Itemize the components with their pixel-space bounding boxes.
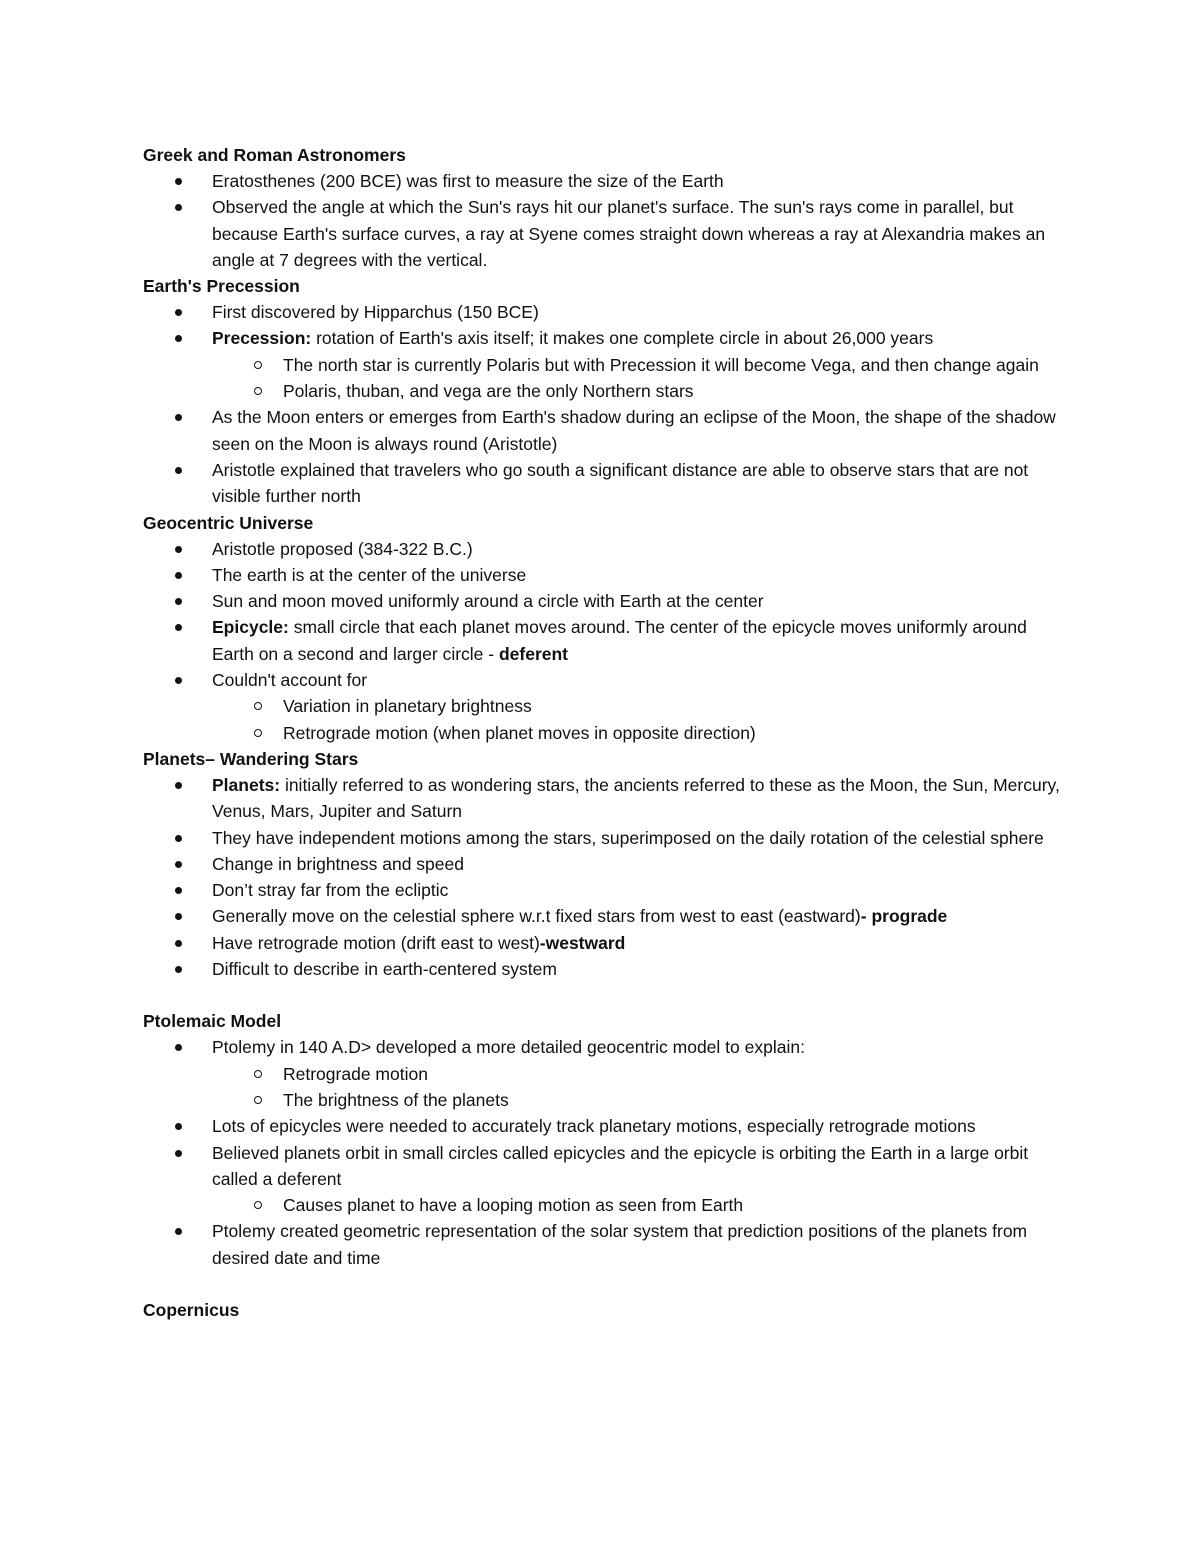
bullet-list-precession — [143, 299, 1063, 509]
bullet-icon — [175, 624, 182, 631]
bullet-icon — [175, 1228, 182, 1235]
blank-line — [143, 1271, 1063, 1297]
sub-list-item — [212, 1087, 1063, 1113]
list-item-text: Sun and moon moved uniformly around a circle with Earth at the center — [212, 591, 764, 612]
list-item — [143, 1140, 1063, 1219]
list-item-text: Observed the angle at which the Sun's rays hit our planet's surface. The sun's rays come in parallel, but because Earth's surface curves, a ray at Syene comes straight down whereas a ray at Alexandria makes an angle at 7 degrees with the vertical. — [212, 197, 1046, 270]
bullet-icon — [175, 861, 182, 868]
list-item-text: Ptolemy in 140 A.D> developed a more detailed geocentric model to explain: — [212, 1037, 805, 1058]
list-item-text: Couldn't account for — [212, 670, 368, 691]
document-page — [143, 142, 1063, 1323]
section-heading-planets: Planets– Wandering Stars — [143, 748, 359, 769]
bullet-icon — [175, 677, 182, 684]
sub-list-item — [212, 1192, 1063, 1218]
sub-list-item-text: Polaris, thuban, and vega are the only Northern stars — [283, 381, 694, 402]
bullet-icon — [175, 467, 182, 474]
bullet-icon — [175, 782, 182, 789]
list-item — [143, 457, 1063, 510]
hollow-bullet-icon — [254, 729, 262, 737]
sub-list-item-text: The north star is currently Polaris but with Precession it will become Vega, and then change again — [283, 354, 1039, 375]
list-item — [143, 588, 1063, 614]
term-label: Epicycle: — [212, 617, 289, 638]
bullet-icon — [175, 414, 182, 421]
bullet-icon — [175, 966, 182, 973]
list-item-text: Believed planets orbit in small circles called epicycles and the epicycle is orbiting the Earth in a large orbit called a deferent — [212, 1142, 1029, 1189]
bullet-icon — [175, 1123, 182, 1130]
term-label: Planets: — [212, 774, 281, 795]
list-item — [143, 1218, 1063, 1271]
list-item — [143, 825, 1063, 851]
list-item — [143, 903, 1063, 929]
bullet-icon — [175, 940, 182, 947]
bullet-icon — [175, 598, 182, 605]
list-item-text: They have independent motions among the stars, superimposed on the daily rotation of the celestial sphere — [212, 827, 1044, 848]
list-item-text: Have retrograde motion (drift east to west) — [212, 932, 540, 953]
hollow-bullet-icon — [254, 1096, 262, 1104]
section-heading-precession: Earth's Precession — [143, 276, 300, 297]
bullet-icon — [175, 178, 182, 185]
list-item — [143, 1034, 1063, 1113]
sub-list-item — [212, 378, 1063, 404]
hollow-bullet-icon — [254, 387, 262, 395]
bullet-icon — [175, 335, 182, 342]
sub-list — [212, 693, 1063, 746]
list-item — [143, 562, 1063, 588]
bullet-icon — [175, 1150, 182, 1157]
list-item — [143, 614, 1063, 667]
section-heading-greek-roman: Greek and Roman Astronomers — [143, 145, 406, 165]
hollow-bullet-icon — [254, 1070, 262, 1078]
list-item — [143, 956, 1063, 982]
list-item-text: Don’t stray far from the ecliptic — [212, 880, 449, 901]
sub-list-item — [212, 693, 1063, 719]
blank-line — [143, 982, 1063, 1008]
list-item — [143, 299, 1063, 325]
list-item-text: small circle that each planet moves around. The center of the epicycle moves uniformly around Earth on a second and larger circle - — [212, 617, 1027, 664]
list-item — [143, 772, 1063, 825]
list-item — [143, 667, 1063, 746]
list-item — [143, 168, 1063, 194]
term-emphasis: - prograde — [860, 906, 948, 927]
term-emphasis: deferent — [498, 643, 569, 664]
list-item-text: First discovered by Hipparchus (150 BCE) — [212, 302, 539, 323]
sub-list-item — [212, 352, 1063, 378]
bullet-list-geocentric — [143, 536, 1063, 746]
list-item-text: Ptolemy created geometric representation of the solar system that prediction positions of the planets from desired date and time — [212, 1221, 1028, 1268]
sub-list-item-text: Variation in planetary brightness — [283, 696, 532, 717]
term-emphasis: -westward — [539, 932, 626, 953]
list-item-text: As the Moon enters or emerges from Earth's shadow during an eclipse of the Moon, the shape of the shadow seen on the Moon is always round (Aristotle) — [212, 407, 1056, 454]
bullet-icon — [175, 546, 182, 553]
sub-list-item-text: Retrograde motion — [283, 1063, 428, 1084]
sub-list-item — [212, 720, 1063, 746]
bullet-icon — [175, 887, 182, 894]
sub-list-item-text: The brightness of the planets — [283, 1089, 509, 1110]
list-item-text: Difficult to describe in earth-centered system — [212, 959, 557, 980]
section-heading-geocentric: Geocentric Universe — [143, 512, 314, 533]
list-item — [143, 1113, 1063, 1139]
list-item — [143, 194, 1063, 273]
hollow-bullet-icon — [254, 361, 262, 369]
list-item — [143, 536, 1063, 562]
bullet-icon — [175, 913, 182, 920]
list-item — [143, 930, 1063, 956]
sub-list-item — [212, 1061, 1063, 1087]
bullet-icon — [175, 309, 182, 316]
section-heading-copernicus: Copernicus — [143, 1299, 240, 1320]
sub-list — [212, 1192, 1063, 1218]
sub-list-item-text: Retrograde motion (when planet moves in opposite direction) — [283, 722, 756, 743]
list-item-text: Aristotle explained that travelers who go south a significant distance are able to observe stars that are not visible further north — [212, 459, 1029, 507]
sub-list-item-text: Causes planet to have a looping motion as seen from Earth — [283, 1195, 744, 1216]
list-item — [143, 404, 1063, 457]
list-item — [143, 325, 1063, 404]
list-item — [143, 877, 1063, 903]
bullet-list-greek — [143, 168, 1063, 273]
list-item-text: Aristotle proposed (384-322 B.C.) — [212, 538, 473, 559]
bullet-list-ptolemaic — [143, 1034, 1063, 1271]
list-item-text: The earth is at the center of the universe — [212, 564, 527, 585]
bullet-icon — [175, 204, 182, 211]
list-item-text: Eratosthenes (200 BCE) was first to measure the size of the Earth — [212, 171, 724, 191]
list-item-text: rotation of Earth's axis itself; it makes one complete circle in about 26,000 years — [311, 328, 934, 349]
list-item — [143, 851, 1063, 877]
section-heading-ptolemaic: Ptolemaic Model — [143, 1011, 282, 1032]
hollow-bullet-icon — [254, 702, 262, 710]
bullet-list-planets — [143, 772, 1063, 982]
list-item-text: Lots of epicycles were needed to accurately track planetary motions, especially retrograde motions — [212, 1116, 976, 1137]
sub-list — [212, 1061, 1063, 1114]
list-item-text: Change in brightness and speed — [212, 853, 464, 874]
sub-list — [212, 352, 1063, 405]
bullet-icon — [175, 572, 182, 579]
term-label: Precession: — [212, 328, 312, 349]
bullet-icon — [175, 1044, 182, 1051]
list-item-text: Generally move on the celestial sphere w.r.t fixed stars from west to east (eastward) — [212, 906, 861, 927]
bullet-icon — [175, 835, 182, 842]
list-item-text: initially referred to as wondering stars, the ancients referred to these as the Moon, the Sun, Mercury, Venus, Mars, Jupiter and Saturn — [212, 774, 1060, 822]
hollow-bullet-icon — [254, 1201, 262, 1209]
